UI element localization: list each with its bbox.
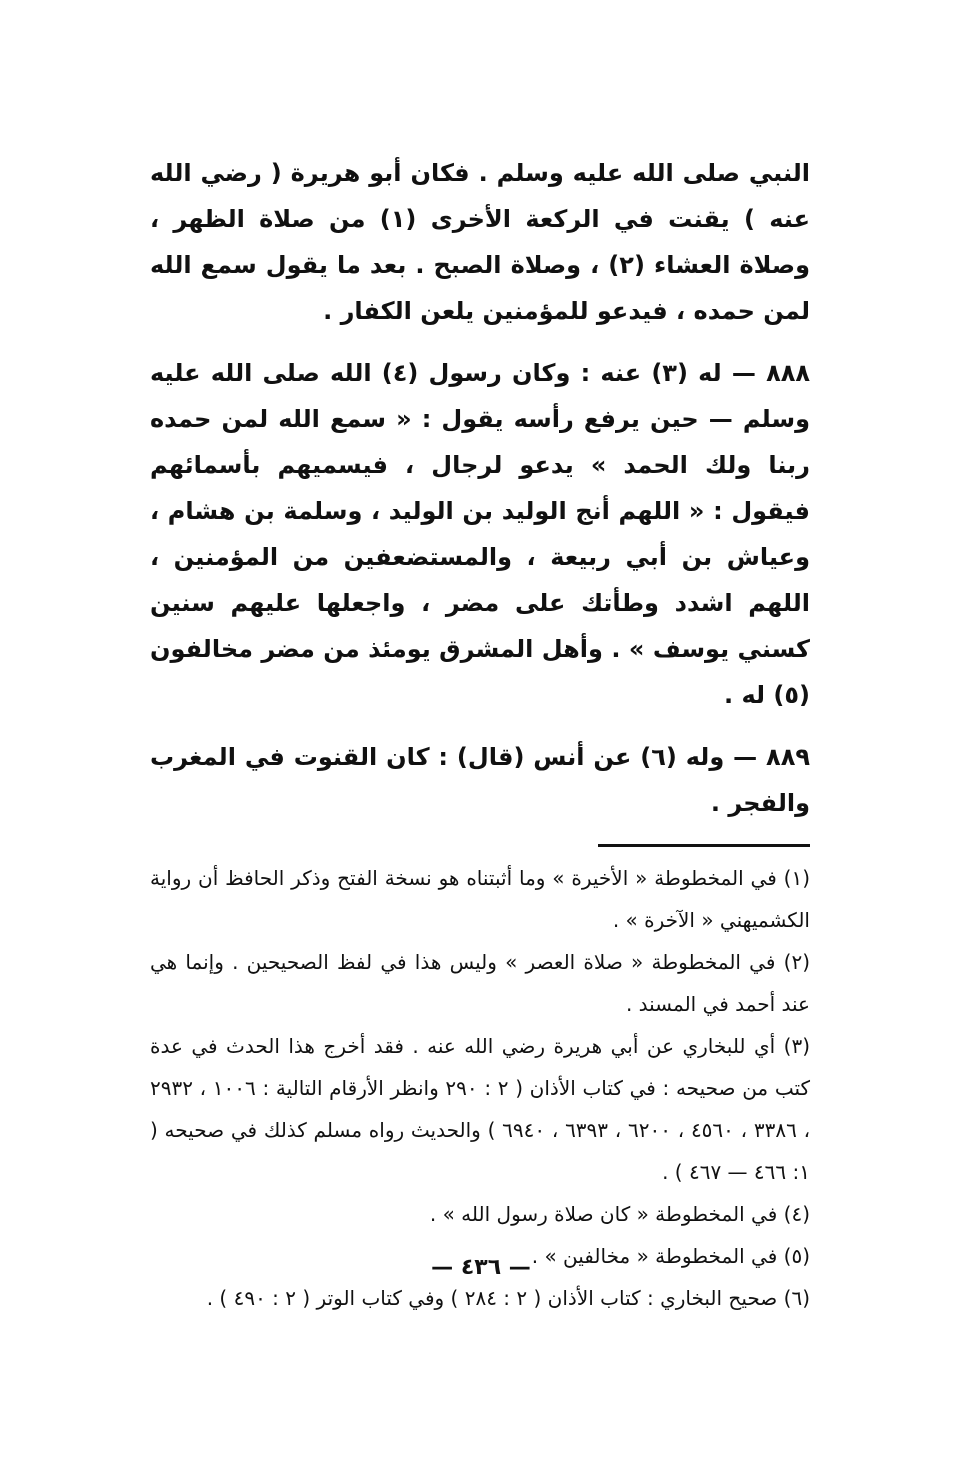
page-number: — ٤٣٦ — xyxy=(431,1255,531,1280)
hadith-888: ٨٨٨ — له (٣) عنه : وكان رسول (٤) الله صلى الله عليه وسلم — حين يرفع رأسه يقول : « سمع الله لمن حمده ربنا ولك الحمد » يدعو لرجال ، فيسميهم بأسمائهم فيقول : « اللهم أنج الوليد بن الوليد ، وسلمة بن هشام ، وعياش بن أبي ربيعة ، والمستضعفين من المؤمنين ، اللهم اشدد وطأتك على مضر ، واجعلها عليهم سنين كسني يوسف » . وأهل المشرق يومئذ من مضر مخالفون (٥) له . xyxy=(150,359,811,709)
main-text xyxy=(150,150,810,826)
footnote-1: (١) في المخطوطة « الأخيرة » وما أثبتناه هو نسخة الفتح وذكر الحافظ أن رواية الكشميهني « الآخرة » . xyxy=(150,866,810,932)
footnote-6: (٦) صحيح البخاري : كتاب الأذان ( ٢ : ٢٨٤ ) وفي كتاب الوتر ( ٢ : ٤٩٠ ) . xyxy=(206,1286,810,1310)
footnote-4: (٤) في المخطوطة « كان صلاة رسول الله » . xyxy=(429,1202,810,1226)
paragraph-intro: النبي صلى الله عليه وسلم . فكان أبو هريرة ( رضي الله عنه ) يقنت في الركعة الأخرى (١) من صلاة الظهر ، وصلاة العشاء (٢) ، وصلاة الصبح . بعد ما يقول سمع الله لمن حمده ، فيدعو للمؤمنين يلعن الكفار . xyxy=(150,159,810,325)
footnote-2: (٢) في المخطوطة « صلاة العصر » وليس هذا في لفظ الصحيحين . وإنما هي عند أحمد في المسند . xyxy=(150,950,810,1016)
footnote-5: (٥) في المخطوطة « مخالفين » . xyxy=(531,1244,810,1268)
hadith-889: ٨٨٩ — وله (٦) عن أنس (قال) : كان القنوت في المغرب والفجر . xyxy=(150,743,810,817)
footnote-3: (٣) أي للبخاري عن أبي هريرة رضي الله عنه . فقد أخرج هذا الحدث في عدة كتب من صحيحه : في كتاب الأذان ( ٢ : ٢٩٠ وانظر الأرقام التالية : ١٠٠٦ ، ٢٩٣٢ ، ٣٣٨٦ ، ٤٥٦٠ ، ٦٢٠٠ ، ٦٣٩٣ ، ٦٩٤٠ ) والحديث رواه مسلم كذلك في صحيحه ( ١: ٤٦٦ — ٤٦٧ ) . xyxy=(150,1034,811,1184)
page-body xyxy=(150,150,810,1319)
footnote-separator xyxy=(598,844,810,847)
footnotes xyxy=(150,857,810,1319)
